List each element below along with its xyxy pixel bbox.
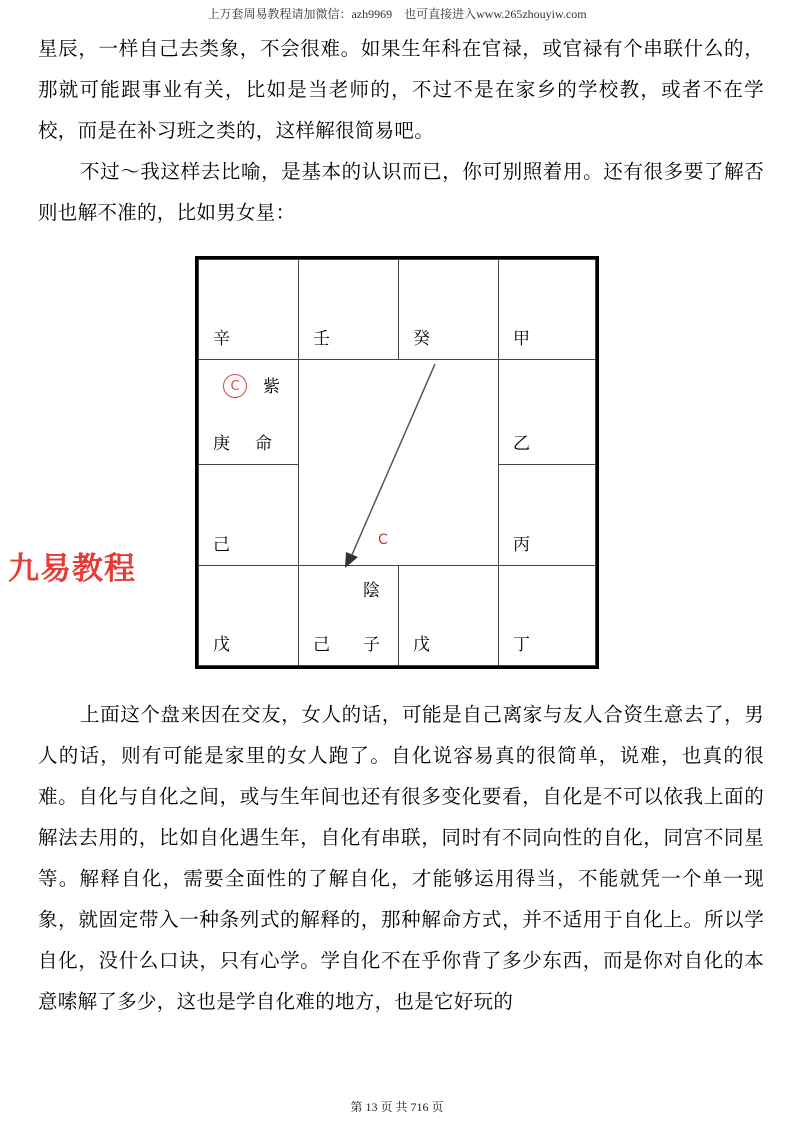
self-transform-circle-mark: C: [223, 374, 247, 398]
stem-label: 丁: [513, 635, 530, 655]
stem-label: 甲: [513, 329, 530, 349]
watermark-logo: 九易教程: [8, 551, 136, 587]
star-yin: 陰: [363, 581, 380, 601]
stem-label: 壬: [313, 329, 330, 349]
stem-label: 戊: [213, 635, 230, 655]
stem-label: 丙: [513, 535, 530, 555]
stem-label: 癸: [413, 329, 430, 349]
stem-label: 辛: [213, 329, 230, 349]
center-c-mark: C: [378, 532, 388, 548]
stem-label: 戊: [413, 635, 430, 655]
branch-zi: 子: [363, 635, 380, 655]
page-footer: 第 13 页 共 716 页: [350, 1100, 444, 1114]
paragraph-2: 不过～我这样去比喻，是基本的认识而已，你可别照着用。还有很多要了解否则也解不准的，比如男女星：: [38, 160, 764, 224]
stem-label: 己: [213, 535, 230, 555]
palace-ming: 命: [255, 434, 272, 454]
stem-label: 乙: [513, 434, 530, 454]
arrow-icon: [198, 259, 596, 666]
stem-label: 己: [313, 635, 330, 655]
stem-label: 庚: [213, 434, 230, 454]
star-zi: 紫: [263, 377, 280, 397]
page-header: 上万套周易教程请加微信：azh9969 也可直接进入www.265zhouyiw.com: [207, 7, 587, 21]
astrology-chart: [195, 256, 599, 669]
paragraph-3: 上面这个盘来因在交友，女人的话，可能是自己离家与友人合资生意去了，男人的话，则有可能是家里的女人跑了。自化说容易真的很简单，说难，也真的很难。自化与自化之间，或与生年间也还有很多变化要看，自化是不可以依我上面的解法去用的，比如自化遇生年，自化有串联，同时有不同向性的自化，同宫不同星等。解释自化，需要全面性的了解自化，才能够运用得当，不能就凭一个单一现象，就固定带入一种条列式的解释的，那种解命方式，并不适用于自化上。所以学自化，没什么口诀，只有心学。学自化不在乎你背了多少东西，而是你对自化的本意嗦解了多少，这也是学自化难的地方，也是它好玩的: [38, 703, 764, 1013]
paragraph-1: 星辰，一样自己去类象，不会很难。如果生年科在官禄，或官禄有个串联什么的，那就可能跟事业有关，比如是当老师的，不过不是在家乡的学校教，或者不在学校，而是在补习班之类的，这样解很简易吧。: [38, 37, 764, 142]
